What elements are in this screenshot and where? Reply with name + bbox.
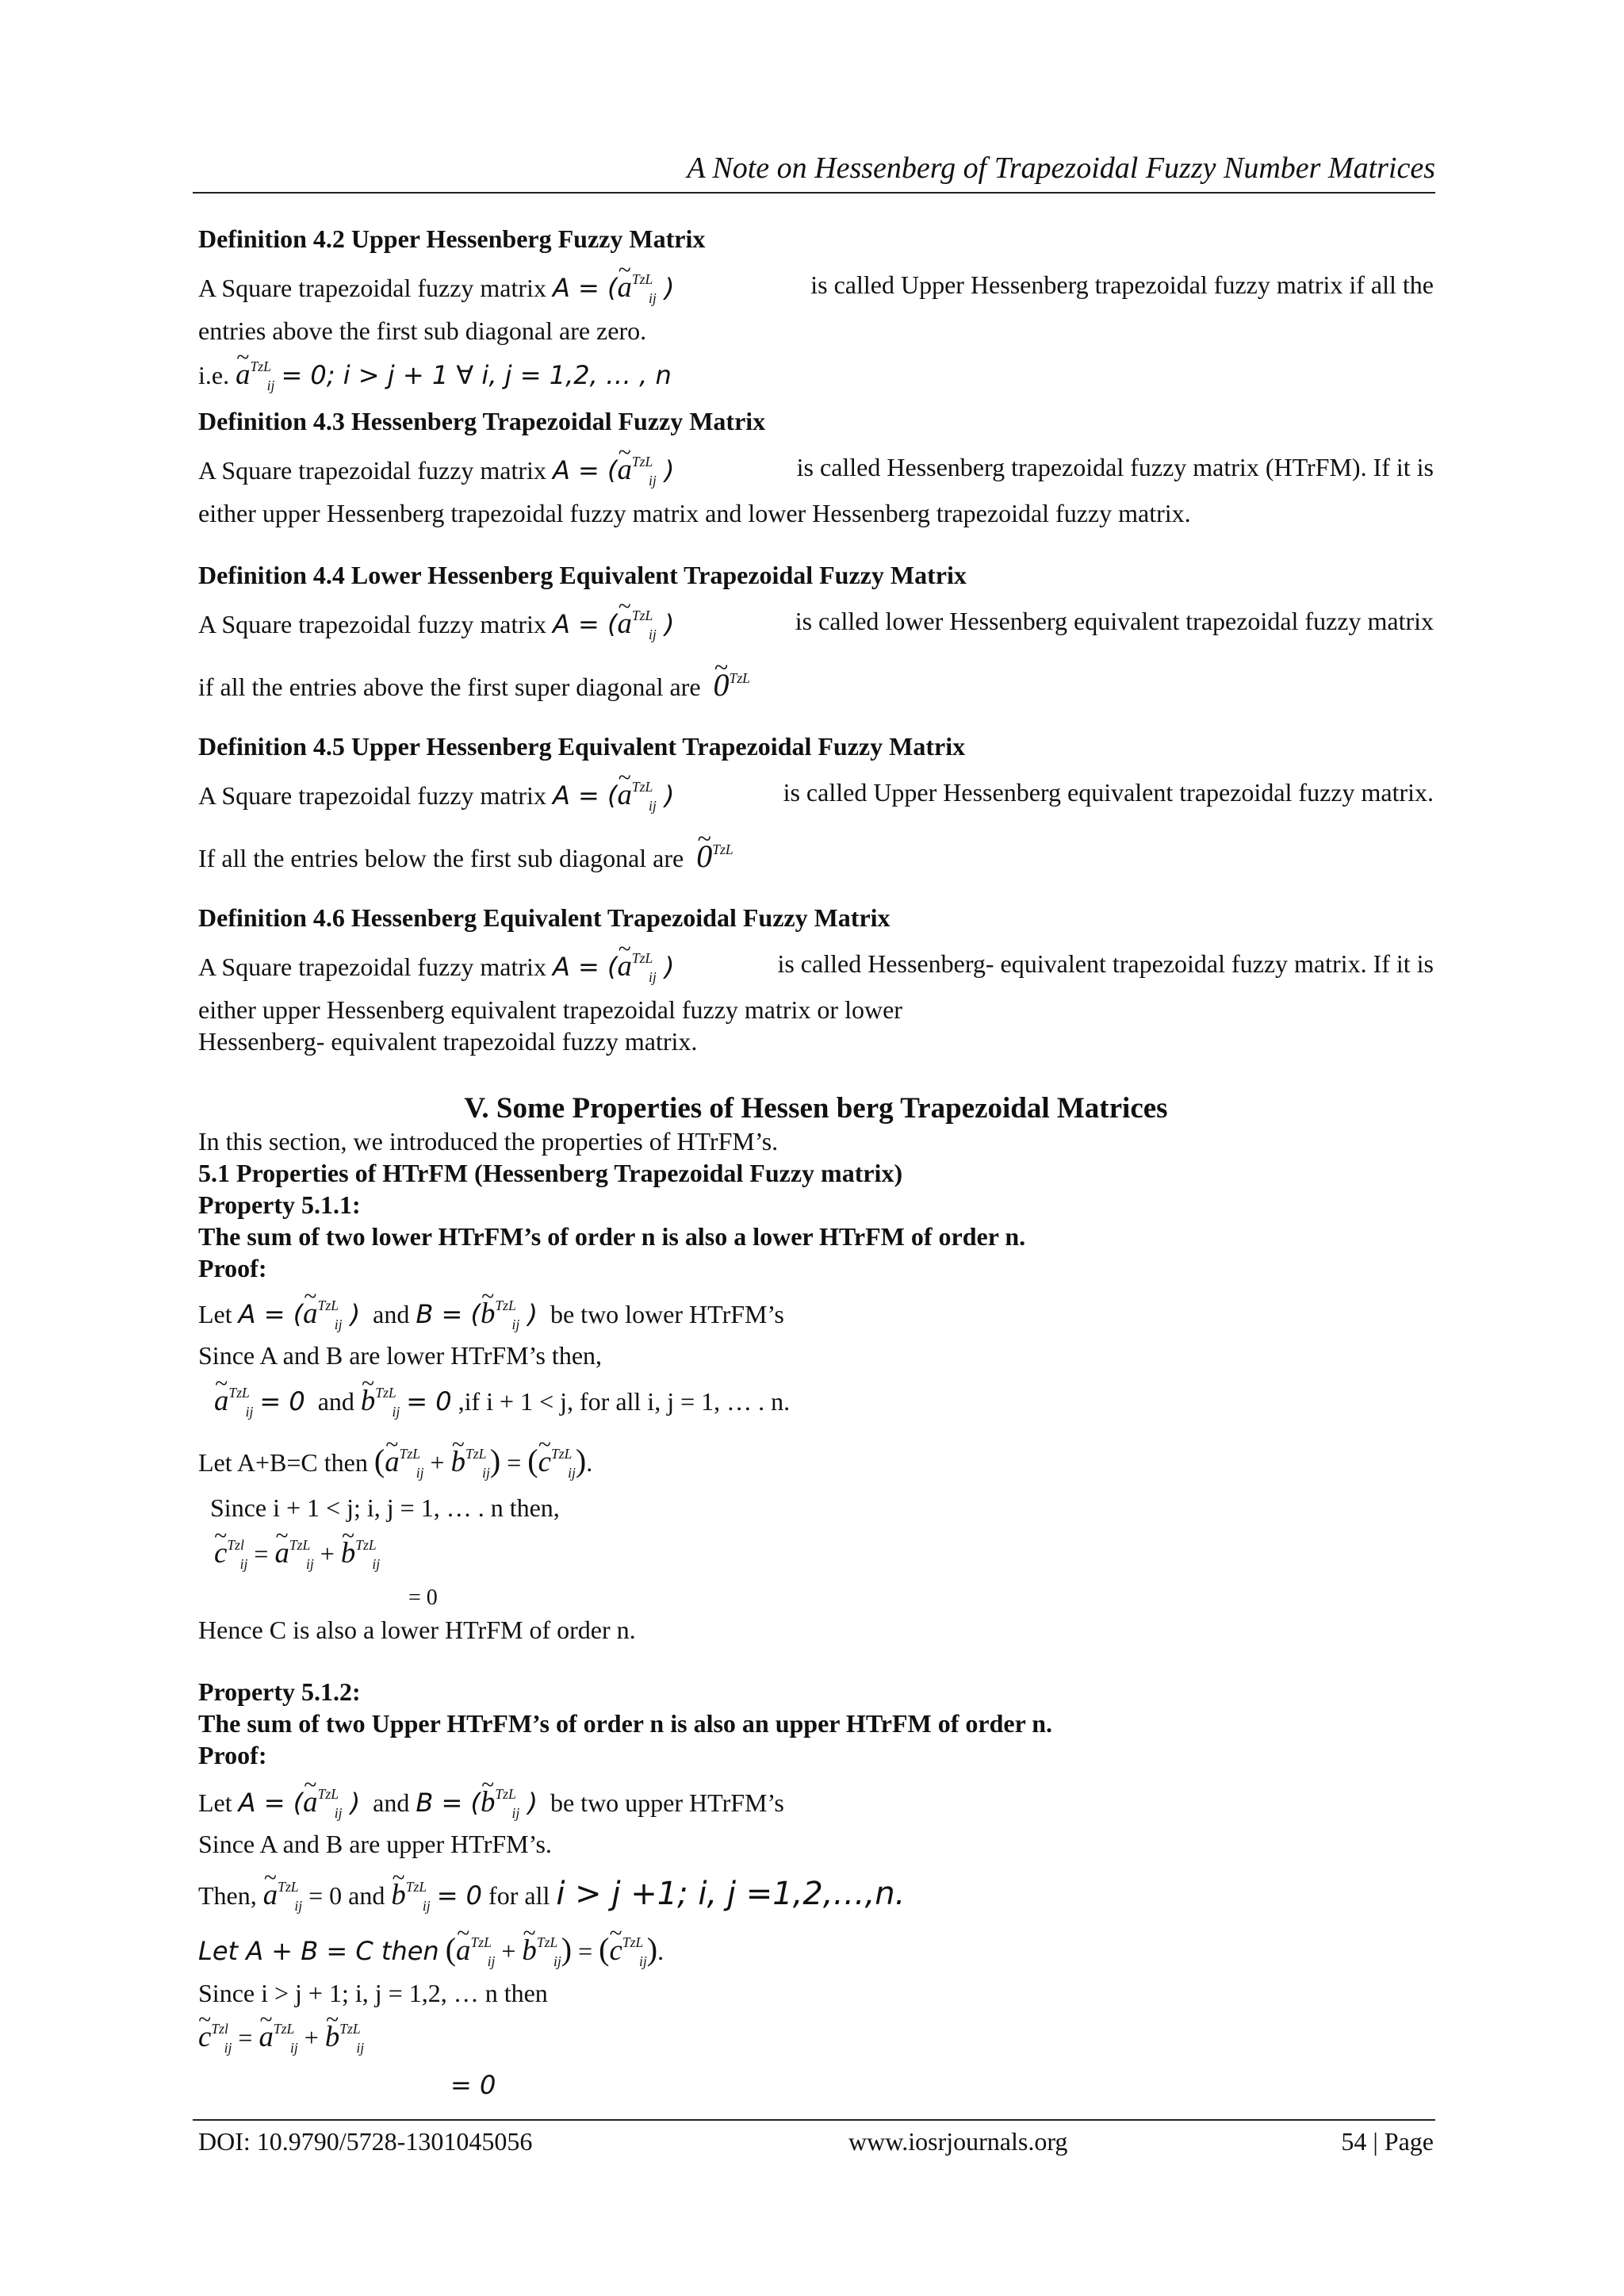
def-4-6-line2: either upper Hessenberg equivalent trapezoidal fuzzy matrix or lower	[198, 995, 902, 1024]
p512-since1: Since A and B are upper HTrFM’s.	[198, 1830, 552, 1858]
property-5-1-1-statement: The sum of two lower HTrFM’s of order n is also a lower HTrFM of order n.	[198, 1222, 1026, 1251]
def-4-2-line1: A Square trapezoidal fuzzy matrix A = (~ $a^{TzL}_{ij}$ ) is called Upper Hessenberg trapezoidal fuzzy matrix if all the	[198, 270, 1434, 307]
p511-condition: ~ $a^{TzL}_{ij} = 0$ and ~ $b^{TzL}_{ij} = 0$ ,if i + 1 < j, for all i, j = 1, … . n.	[214, 1383, 790, 1420]
footer-site: www.iosrjournals.org	[848, 2127, 1068, 2156]
footer-page: 54 | Page	[1341, 2127, 1434, 2156]
def-4-3-line1: A Square trapezoidal fuzzy matrix A = (~ $a^{TzL}_{ij}$ ) is called Hessenberg trapezoidal fuzzy matrix (HTrFM). If it is	[198, 452, 1434, 489]
footer-doi: DOI: 10.9790/5728-1301045056	[198, 2127, 533, 2156]
p511-since2: Since i + 1 < j; i, j = 1, … . n then,	[210, 1493, 560, 1522]
running-header: A Note on Hessenberg of Trapezoidal Fuzzy Number Matrices	[687, 151, 1435, 185]
p512-since2: Since i > j + 1; i, j = 1,2, … n then	[198, 1979, 548, 2007]
def-4-2-title: Definition 4.2 Upper Hessenberg Fuzzy Matrix	[198, 224, 706, 253]
section-intro: In this section, we introduced the properties of HTrFM’s.	[198, 1127, 779, 1156]
def-4-6-line3: Hessenberg- equivalent trapezoidal fuzzy matrix.	[198, 1027, 698, 1056]
def-4-4-line1: A Square trapezoidal fuzzy matrix A = (~ $a^{TzL}_{ij}$ ) is called lower Hessenberg equivalent trapezoidal fuzzy matrix	[198, 606, 1434, 643]
def-4-5-line2: If all the entries below the first sub diagonal are ~ $0^{TzL}$	[198, 838, 733, 876]
p511-let-line: Let A = (~ $a^{TzL}_{ij}$ ) and B = (~ $b^{TzL}_{ij}$ ) be two lower HTrFM’s	[198, 1296, 784, 1333]
footer-rule	[193, 2119, 1435, 2121]
def-4-5-title: Definition 4.5 Upper Hessenberg Equivalent Trapezoidal Fuzzy Matrix	[198, 732, 966, 761]
def-4-4-title: Definition 4.4 Lower Hessenberg Equivalent Trapezoidal Fuzzy Matrix	[198, 561, 967, 589]
section-title: V. Some Properties of Hessen berg Trapezoidal Matrices	[464, 1092, 1168, 1125]
p511-zero: = 0	[408, 1585, 438, 1610]
property-5-1-2-statement: The sum of two Upper HTrFM’s of order n is also an upper HTrFM of order n.	[198, 1709, 1053, 1738]
p512-zero: = 0	[450, 2070, 496, 2100]
def-4-6-line1: A Square trapezoidal fuzzy matrix A = (~ $a^{TzL}_{ij}$ ) is called Hessenberg- equivalent trapezoidal fuzzy matrix. If it is	[198, 949, 1434, 986]
p512-sum-line: Let A + B = C then (~ $a^{TzL}_{ij}$ + ~ $b^{TzL}_{ij}$) = (~ $c^{TzL}_{ij}$).	[198, 1930, 664, 1970]
subsection-title: 5.1 Properties of HTrFM (Hessenberg Trapezoidal Fuzzy matrix)	[198, 1159, 903, 1187]
p511-since1: Since A and B are lower HTrFM’s then,	[198, 1341, 603, 1370]
p511-hence: Hence C is also a lower HTrFM of order n.	[198, 1616, 636, 1644]
def-4-2-line3: i.e. ~ $a^{TzL}_{ij} = 0$; i > j + 1 ∀ i, j = 1,2, … , n	[198, 357, 672, 394]
def-4-4-line2: if all the entries above the first super diagonal are ~ $0^{TzL}$	[198, 666, 750, 704]
def-4-3-title: Definition 4.3 Hessenberg Trapezoidal Fuzzy Matrix	[198, 407, 766, 435]
property-5-1-1-proof: Proof:	[198, 1254, 267, 1282]
property-5-1-2-proof: Proof:	[198, 1741, 267, 1769]
p512-c-eq: ~ $c^{Tzl}_{ij}$ = ~ $a^{TzL}_{ij}$ + ~ $b^{TzL}_{ij}$	[198, 2019, 364, 2056]
p511-sum-line: Let A+B=C then (~ $a^{TzL}_{ij}$ + ~ $b^{TzL}_{ij}$) = (~ $c^{TzL}_{ij}$).	[198, 1442, 592, 1481]
def-4-2-line2: entries above the first sub diagonal are zero.	[198, 316, 647, 345]
p512-condition: Then, ~ $a^{TzL}_{ij} = 0$ and ~ $b^{TzL}_{ij} = 0$ for all i > j +1; i, j =1,2,…,n.	[198, 1875, 905, 1915]
property-5-1-1-label: Property 5.1.1:	[198, 1190, 361, 1219]
p512-let-line: Let A = (~ $a^{TzL}_{ij}$ ) and B = (~ $b^{TzL}_{ij}$ ) be two upper HTrFM’s	[198, 1784, 784, 1822]
p511-c-eq: ~ $c^{Tzl}_{ij}$ = ~ $a^{TzL}_{ij}$ + ~ $b^{TzL}_{ij}$	[214, 1535, 380, 1573]
def-4-6-title: Definition 4.6 Hessenberg Equivalent Trapezoidal Fuzzy Matrix	[198, 903, 891, 932]
def-4-5-line1: A Square trapezoidal fuzzy matrix A = (~ $a^{TzL}_{ij}$ ) is called Upper Hessenberg equivalent trapezoidal fuzzy matrix.	[198, 777, 1434, 815]
def-4-3-line2: either upper Hessenberg trapezoidal fuzzy matrix and lower Hessenberg trapezoidal fuzzy matrix.	[198, 499, 1191, 527]
header-rule	[193, 192, 1435, 194]
property-5-1-2-label: Property 5.1.2:	[198, 1677, 361, 1706]
